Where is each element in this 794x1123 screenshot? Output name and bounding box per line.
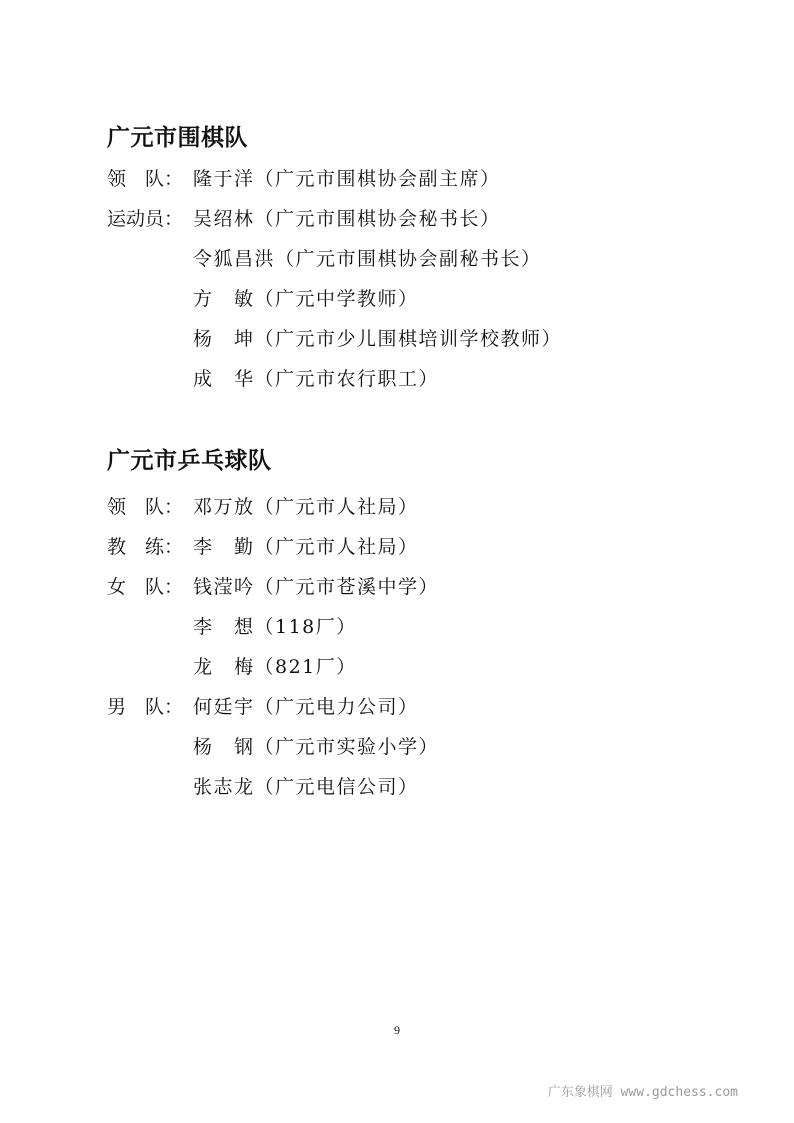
role-label: 教 练： (107, 536, 184, 558)
page-number: 9 (394, 1023, 400, 1037)
section-title-go-team: 广元市围棋队 (107, 125, 248, 151)
member-text: 钱滢吟（广元市苍溪中学） (193, 576, 440, 598)
section-title-table-tennis-team: 广元市乒乓球队 (107, 448, 272, 474)
member-text: 吴绍林（广元市围棋协会秘书长） (193, 208, 501, 230)
member-text: 李 勤（广元市人社局） (193, 536, 419, 558)
role-label: 运动员： (107, 208, 184, 230)
member-text: 令狐昌洪（广元市围棋协会副秘书长） (193, 248, 542, 270)
member-text: 方 敏（广元中学教师） (193, 288, 419, 310)
member-text: 杨 钢（广元市实验小学） (193, 736, 440, 758)
role-label: 领 队： (107, 168, 184, 190)
member-text: 成 华（广元市农行职工） (193, 368, 440, 390)
role-label: 男 队： (107, 696, 184, 718)
member-text: 龙 梅（821厂） (193, 656, 357, 678)
role-label: 领 队： (107, 496, 184, 518)
member-text: 杨 坤（广元市少儿围棋培训学校教师） (193, 328, 563, 350)
role-label: 女 队： (107, 576, 184, 598)
member-text: 何廷宇（广元电力公司） (193, 696, 419, 718)
member-text: 李 想（118厂） (193, 616, 357, 638)
member-text: 邓万放（广元市人社局） (193, 496, 419, 518)
member-text: 张志龙（广元电信公司） (193, 776, 419, 798)
watermark: 广东象棋网 www.gdchess.com (547, 1085, 738, 1100)
member-text: 隆于洋（广元市围棋协会副主席） (193, 168, 501, 190)
